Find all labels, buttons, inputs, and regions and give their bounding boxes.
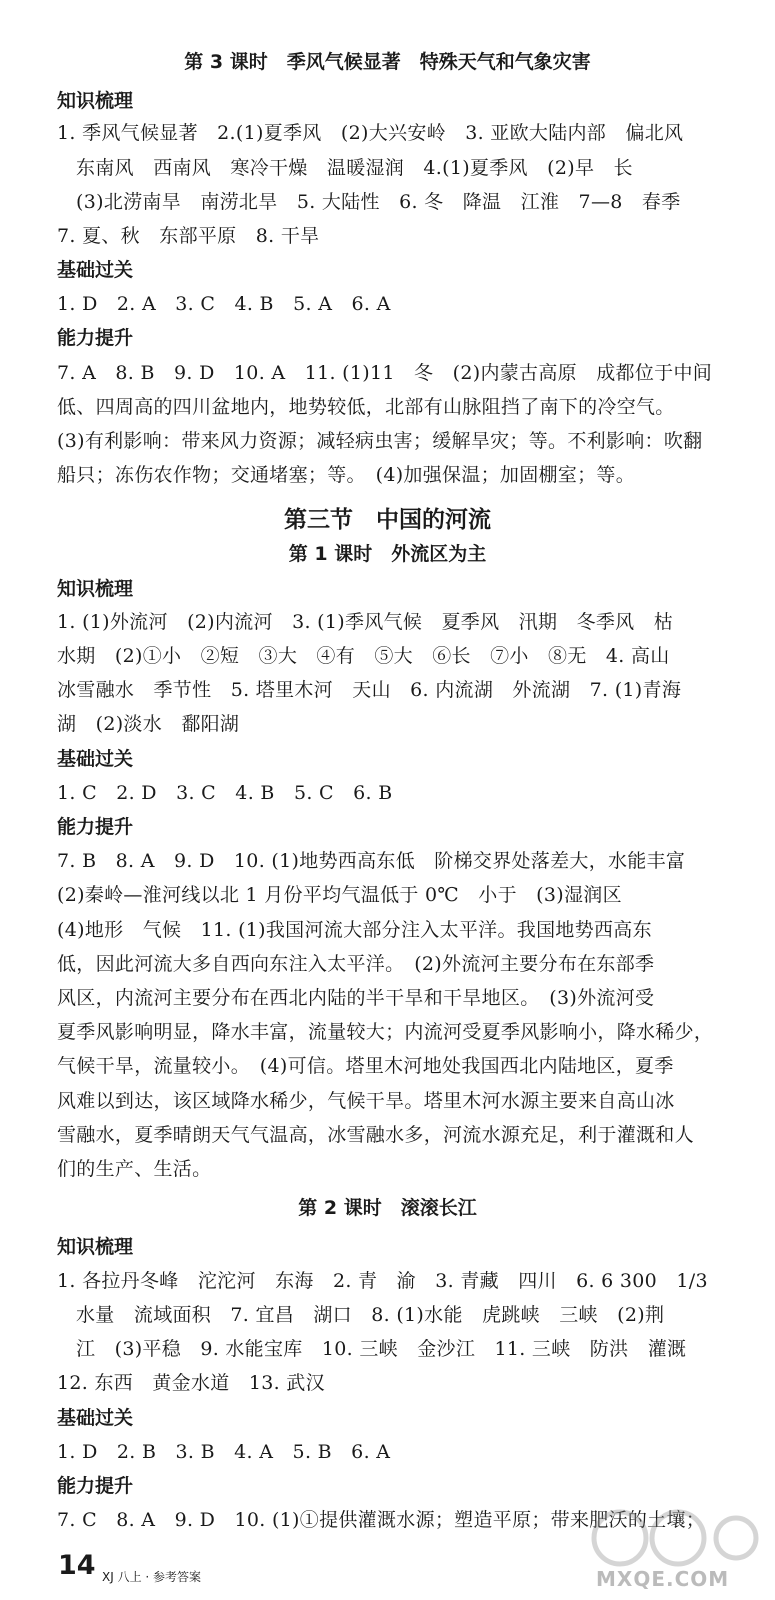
- s3l2-knowledge-line-2: 水量 流域面积 7. 宜昌 湖口 8. (1)水能 虎跳峡 三峡 (2)荆: [76, 1304, 665, 1326]
- lesson3-ability-heading: 能力提升: [57, 327, 134, 349]
- s3l1-ability-line-8: 风难以到达，该区域降水稀少，气候干旱。塔里木河水源主要来自高山冰: [57, 1090, 675, 1112]
- s3l2-ability-line-1: 7. C 8. A 9. D 10. (1)①提供灌溉水源；塑造平原；带来肥沃的土壤；: [57, 1509, 706, 1531]
- lesson3-basic-heading: 基础过关: [57, 259, 134, 281]
- s3l2-knowledge-line-3: 江 (3)平稳 9. 水能宝库 10. 三峡 金沙江 11. 三峡 防洪 灌溉: [76, 1338, 687, 1360]
- s3l1-knowledge-line-3: 冰雪融水 季节性 5. 塔里木河 天山 6. 内流湖 外流湖 7. (1)青海: [57, 679, 682, 701]
- lesson3-knowledge-line-3: (3)北涝南旱 南涝北旱 5. 大陆性 6. 冬 降温 江淮 7—8 春季: [76, 191, 681, 213]
- section3-lesson2-title: 第 2 课时 滚滚长江: [298, 1197, 477, 1219]
- lesson3-basic-answers: 1. D 2. A 3. C 4. B 5. A 6. A: [57, 293, 391, 315]
- s3l1-ability-heading: 能力提升: [57, 816, 134, 838]
- lesson3-knowledge-line-4: 7. 夏、秋 东部平原 8. 干旱: [57, 225, 320, 247]
- s3l1-basic-answers: 1. C 2. D 3. C 4. B 5. C 6. B: [57, 782, 393, 804]
- lesson3-title: 第 3 课时 季风气候显著 特殊天气和气象灾害: [184, 51, 591, 73]
- page-number: 14: [58, 1550, 96, 1581]
- lesson3-ability-line-3: (3)有利影响：带来风力资源；减轻病虫害；缓解旱灾；等。不利影响：吹翻: [57, 430, 703, 452]
- lesson3-knowledge-heading: 知识梳理: [57, 90, 134, 112]
- s3l2-knowledge-line-1: 1. 各拉丹冬峰 沱沱河 东海 2. 青 渝 3. 青藏 四川 6. 6 300 1/3: [57, 1270, 708, 1292]
- s3l1-ability-line-2: (2)秦岭—淮河线以北 1 月份平均气温低于 0℃ 小于 (3)湿润区: [57, 884, 622, 906]
- s3l1-ability-line-3: (4)地形 气候 11. (1)我国河流大部分注入太平洋。我国地势西高东: [57, 919, 652, 941]
- s3l1-basic-heading: 基础过关: [57, 748, 134, 770]
- s3l1-ability-line-6: 夏季风影响明显，降水丰富，流量较大；内流河受夏季风影响小，降水稀少，: [57, 1021, 714, 1043]
- s3l1-ability-line-4: 低，因此河流大多自西向东注入太平洋。 (2)外流河主要分布在东部季: [57, 953, 655, 975]
- s3l1-knowledge-line-2: 水期 (2)①小 ②短 ③大 ④有 ⑤大 ⑥长 ⑦小 ⑧无 4. 高山: [57, 645, 670, 667]
- lesson3-ability-line-2: 低、四周高的四川盆地内，地势较低，北部有山脉阻挡了南下的冷空气。: [57, 396, 675, 418]
- s3l1-ability-line-10: 们的生产、生活。: [57, 1158, 212, 1180]
- s3l2-basic-heading: 基础过关: [57, 1407, 134, 1429]
- watermark-text: MXQE.COM: [596, 1567, 730, 1591]
- section3-title: 第三节 中国的河流: [284, 507, 491, 533]
- s3l1-knowledge-line-4: 湖 (2)淡水 鄱阳湖: [57, 713, 240, 735]
- s3l1-ability-line-9: 雪融水，夏季晴朗天气气温高，冰雪融水多，河流水源充足，利于灌溉和人: [57, 1124, 694, 1146]
- s3l1-ability-line-5: 风区，内流河主要分布在西北内陆的半干旱和干旱地区。 (3)外流河受: [57, 987, 655, 1009]
- lesson3-knowledge-line-1: 1. 季风气候显著 2.(1)夏季风 (2)大兴安岭 3. 亚欧大陆内部 偏北风: [57, 122, 684, 144]
- s3l2-ability-heading: 能力提升: [57, 1475, 134, 1497]
- s3l1-ability-line-1: 7. B 8. A 9. D 10. (1)地势西高东低 阶梯交界处落差大，水能丰富: [57, 850, 686, 872]
- lesson3-ability-line-4: 船只；冻伤农作物；交通堵塞；等。 (4)加强保温；加固棚室；等。: [57, 464, 636, 486]
- s3l2-basic-answers: 1. D 2. B 3. B 4. A 5. B 6. A: [57, 1441, 391, 1463]
- s3l2-knowledge-line-4: 12. 东西 黄金水道 13. 武汉: [57, 1372, 325, 1394]
- s3l2-knowledge-heading: 知识梳理: [57, 1236, 134, 1258]
- lesson3-knowledge-line-2: 东南风 西南风 寒冷干燥 温暖湿润 4.(1)夏季风 (2)早 长: [76, 157, 633, 179]
- footer-label: XJ 八上 · 参考答案: [102, 1570, 202, 1584]
- lesson3-ability-line-1: 7. A 8. B 9. D 10. A 11. (1)11 冬 (2)内蒙古高原 成都位于中间: [57, 362, 713, 384]
- s3l1-knowledge-line-1: 1. (1)外流河 (2)内流河 3. (1)季风气候 夏季风 汛期 冬季风 枯: [57, 611, 674, 633]
- section3-lesson1-title: 第 1 课时 外流区为主: [288, 543, 487, 565]
- s3l1-knowledge-heading: 知识梳理: [57, 578, 134, 600]
- s3l1-ability-line-7: 气候干旱，流量较小。 (4)可信。塔里木河地处我国西北内陆地区，夏季: [57, 1055, 674, 1077]
